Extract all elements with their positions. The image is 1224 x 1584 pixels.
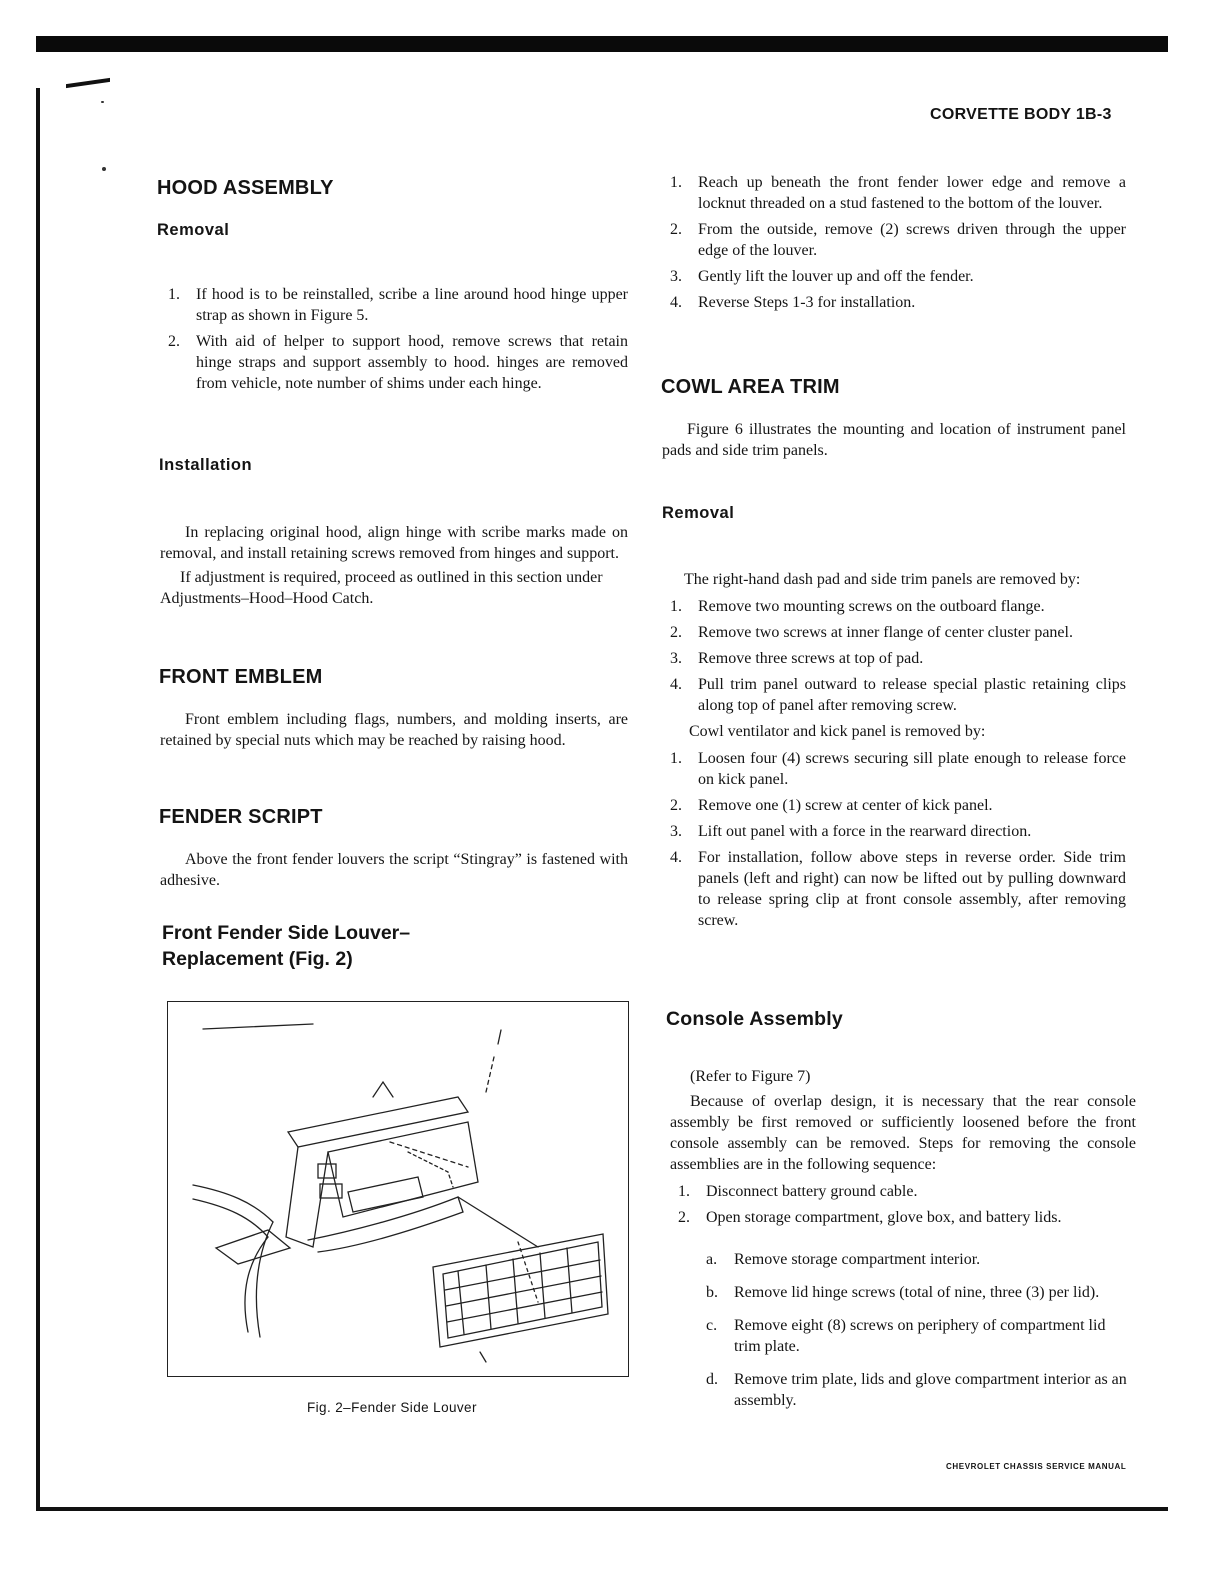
list-item: 3. Remove three screws at top of pad. <box>670 650 924 667</box>
front-emblem-heading: FRONT EMBLEM <box>159 666 323 688</box>
installation-text <box>160 522 628 609</box>
fender-script-text: Above the front fender louvers the script “Stingray” is fastened with adhesive. <box>160 851 628 889</box>
list-item: 1. Reach up beneath the front fender lower edge and remove a locknut threaded on a stud fastened to the bottom of the louver. <box>670 174 1126 212</box>
list-item: 1. Remove two mounting screws on the outboard flange. <box>670 598 1045 615</box>
cowl-area-trim-text: Figure 6 illustrates the mounting and location of instrument panel pads and side trim panels. <box>662 421 1126 459</box>
louver-steps <box>662 172 1126 318</box>
fender-louver-illustration <box>168 1002 627 1375</box>
cowl-removal-heading: Removal <box>662 504 735 522</box>
top-black-rule <box>36 36 1168 52</box>
console-assembly-heading: Console Assembly <box>666 1008 843 1030</box>
installation-heading: Installation <box>159 456 253 474</box>
list-item: 4. For installation, follow above steps in reverse order. Side trim panels (left and right) can now be lifted out by pulling downward to release spring clip at front console assembly, after removing screw. <box>670 849 1126 929</box>
list-item: 3. Gently lift the louver up and off the fender. <box>670 268 974 285</box>
hood-removal-steps <box>160 284 628 399</box>
page-footer: CHEVROLET CHASSIS SERVICE MANUAL <box>946 1462 1127 1471</box>
console-assembly-text: (Refer to Figure 7) Because of overlap design, it is necessary that the rear console assembly be first removed or sufficiently loosened before the front console assembly can be removed. Steps for removing the console assemblies are in the following sequence: 1. Disconnect battery ground cable. 2. Open storage compartment, glove box, and battery lids. <box>670 1068 1136 1226</box>
list-item: 2. Open storage compartment, glove box, and battery lids. <box>678 1209 1062 1226</box>
running-head: CORVETTE BODY 1B-3 <box>930 106 1112 123</box>
figure-fender-side-louver <box>167 1001 629 1377</box>
list-item: 1. If hood is to be reinstalled, scribe a line around hood hinge upper strap as shown in Figure 5. <box>168 286 628 324</box>
dash-pad-removal: The right-hand dash pad and side trim panels are removed by: 1. Remove two mounting screws on the outboard flange. 2. Remove two screws at inner flange of center cluster panel. 3. Remove three screws at top of pad. 4. Pull trim panel outward to release special plastic retaining clips along top of panel after removing screw. Cowl ventilator and kick panel is removed by: 1. Loosen four (4) screws securing sill plate enough to release force on kick panel. 2. Remove one (1) screw at center of kick panel. 3. Lift out panel with a force in the rearward direction. 4. For installation, follow above steps in reverse order. Side trim panels (left and right) can now be lifted out by pulling downward to release spring clip at front console assembly, after removing screw. <box>662 569 1126 936</box>
bottom-rule <box>36 1507 1168 1511</box>
fender-script-heading: FENDER SCRIPT <box>159 806 323 828</box>
list-item: a. Remove storage compartment interior. <box>706 1251 981 1268</box>
louver-replacement-heading: Front Fender Side Louver– Replacement (Fig. 2) <box>162 922 411 970</box>
paragraph: In replacing original hood, align hinge with scribe marks made on removal, and install retaining screws removed from hinges and support. <box>160 524 628 562</box>
figure-caption: Fig. 2–Fender Side Louver <box>307 1400 477 1415</box>
console-substeps <box>700 1249 1136 1423</box>
list-item: 2. With aid of helper to support hood, remove screws that retain hinge straps and support assembly to hood. hinges are removed from vehicle, note number of shims under each hinge. <box>168 333 628 392</box>
list-item: 2. Remove two screws at inner flange of center cluster panel. <box>670 624 1073 641</box>
left-margin-rule <box>36 88 40 1511</box>
binding-dot <box>102 167 106 171</box>
cowl-area-trim-heading: COWL AREA TRIM <box>661 376 840 398</box>
binding-dot <box>101 101 104 103</box>
binding-mark <box>66 78 110 88</box>
removal-heading: Removal <box>157 221 230 239</box>
list-item: 4. Pull trim panel outward to release special plastic retaining clips along top of panel after removing screw. <box>670 676 1126 714</box>
list-item: 2. From the outside, remove (2) screws driven through the upper edge of the louver. <box>670 221 1126 259</box>
list-item: 3. Lift out panel with a force in the rearward direction. <box>670 823 1032 840</box>
list-item: c. Remove eight (8) screws on periphery of compartment lid trim plate. <box>706 1317 1106 1355</box>
list-item: d. Remove trim plate, lids and glove compartment interior as an assembly. <box>706 1371 1127 1409</box>
list-item: 4. Reverse Steps 1-3 for installation. <box>670 294 916 311</box>
list-item: 2. Remove one (1) screw at center of kick panel. <box>670 797 993 814</box>
front-emblem-text: Front emblem including flags, numbers, and molding inserts, are retained by special nuts which may be reached by raising hood. <box>160 711 628 749</box>
list-item: b. Remove lid hinge screws (total of nine, three (3) per lid). <box>706 1284 1100 1301</box>
paragraph: If adjustment is required, proceed as outlined in this section under Adjustments–Hood–Hood Catch. <box>160 569 603 607</box>
list-item: 1. Loosen four (4) screws securing sill plate enough to release force on kick panel. <box>670 750 1126 788</box>
hood-assembly-heading: HOOD ASSEMBLY <box>157 177 334 199</box>
list-item: 1. Disconnect battery ground cable. <box>678 1183 918 1200</box>
